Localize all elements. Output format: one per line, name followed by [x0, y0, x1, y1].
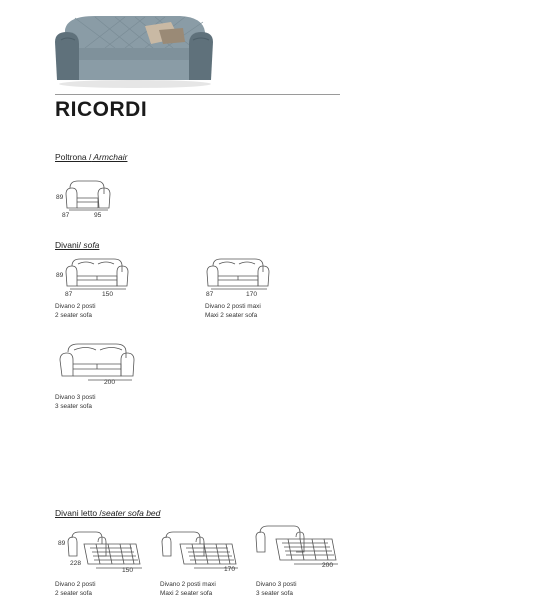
sofa-2-seater-maxi-caption: Divano 2 posti maxi Maxi 2 seater sofa [205, 303, 261, 319]
sofa-2-seater-maxi-width: 170 [246, 291, 258, 298]
sofa-3-seater-width: 200 [104, 379, 116, 386]
product-title: RICORDI [55, 98, 148, 121]
section-title-sofa [55, 240, 99, 250]
sofa-photo [55, 8, 213, 90]
armchair-width: 95 [94, 212, 102, 219]
sofabed-2-seater-width: 150 [122, 567, 134, 574]
armchair-sketch [64, 178, 112, 212]
sofa-2-seater-maxi-depth: 87 [206, 291, 214, 298]
sofabed-2-seater-height: 89 [58, 540, 66, 547]
section-title-sofabed [55, 508, 160, 518]
sofabed-2-seater-maxi-width: 170 [224, 566, 236, 573]
title-rule [55, 94, 340, 95]
sofa-2-seater-sketch [64, 256, 130, 292]
sofa-2-seater-width: 150 [102, 291, 114, 298]
sofa-2-seater-maxi-sketch [205, 256, 271, 292]
sofa-2-seater-depth: 87 [65, 291, 73, 298]
sofa-2-seater-caption: Divano 2 posti 2 seater sofa [55, 303, 96, 319]
armchair-height: 89 [56, 194, 64, 201]
section-title-sofa-en: sofa [80, 240, 100, 250]
sofa-3-seater-caption: Divano 3 posti 3 seater sofa [55, 394, 96, 410]
sofa-2-seater-height: 89 [56, 272, 64, 279]
armchair-depth: 87 [62, 212, 70, 219]
sofabed-2-seater-caption: Divano 2 posti 2 seater sofa [55, 581, 96, 597]
section-title-sofabed-it: Divani letto / [55, 508, 102, 518]
section-title-armchair-en: Armchair [91, 152, 128, 162]
section-title-armchair-it: Poltrona / [55, 152, 92, 162]
section-title-sofabed-en: seater sofa bed [101, 508, 161, 518]
sofa-3-seater-sketch [58, 340, 136, 384]
sofabed-2-seater-maxi-caption: Divano 2 posti maxi Maxi 2 seater sofa [160, 581, 216, 597]
sofabed-3-seater-width: 200 [322, 562, 334, 569]
sofabed-2-seater-depth: 228 [70, 560, 82, 567]
section-title-sofa-it: Divani/ [55, 240, 81, 250]
section-title-armchair [55, 152, 127, 162]
sofabed-3-seater-caption: Divano 3 posti 3 seater sofa [256, 581, 297, 597]
